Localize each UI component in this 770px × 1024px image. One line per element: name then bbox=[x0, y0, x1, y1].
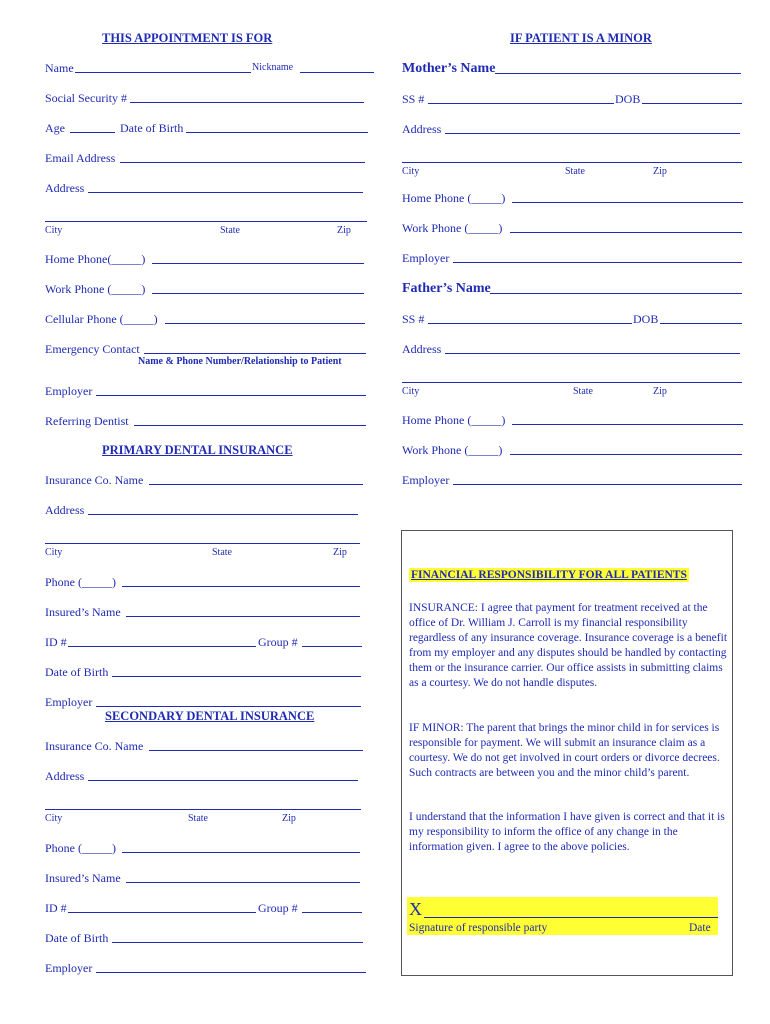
nickname-label: Nickname bbox=[252, 62, 294, 73]
primary-employer-label: Employer bbox=[45, 695, 93, 709]
primary-city-label: City bbox=[45, 547, 63, 558]
primary-phone-field[interactable] bbox=[122, 586, 360, 587]
age-label: Age bbox=[45, 121, 65, 135]
mother-state-label: State bbox=[565, 166, 585, 177]
secondary-insured-field[interactable] bbox=[126, 882, 360, 883]
secondary-insured-label: Insured’s Name bbox=[45, 871, 121, 885]
secondary-insco-field[interactable] bbox=[149, 750, 363, 751]
address-label: Address bbox=[45, 181, 85, 195]
primary-address-label: Address bbox=[45, 503, 85, 517]
secondary-group-label: Group # bbox=[258, 901, 298, 915]
mother-employer-field[interactable] bbox=[453, 262, 742, 263]
father-zip-label: Zip bbox=[653, 386, 667, 397]
mother-city-label: City bbox=[402, 166, 420, 177]
father-ss-field[interactable] bbox=[428, 323, 632, 324]
address-line-2[interactable] bbox=[45, 221, 367, 222]
primary-insured-field[interactable] bbox=[126, 616, 360, 617]
father-state-label: State bbox=[573, 386, 593, 397]
secondary-dob-label: Date of Birth bbox=[45, 931, 109, 945]
primary-insco-label: Insurance Co. Name bbox=[45, 473, 144, 487]
nickname-field[interactable] bbox=[300, 72, 374, 73]
primary-dob-field[interactable] bbox=[112, 676, 361, 677]
secondary-city-label: City bbox=[45, 813, 63, 824]
date-label: Date bbox=[689, 922, 711, 934]
father-address-field[interactable] bbox=[445, 353, 740, 354]
mother-ss-field[interactable] bbox=[428, 103, 614, 104]
mother-name-label: Mother’s Name bbox=[402, 61, 496, 76]
secondary-address-field[interactable] bbox=[88, 780, 358, 781]
mother-name-field[interactable] bbox=[495, 73, 741, 74]
signature-line[interactable] bbox=[424, 917, 718, 918]
referring-field[interactable] bbox=[134, 425, 366, 426]
secondary-id-label: ID # bbox=[45, 901, 67, 915]
email-field[interactable] bbox=[120, 162, 365, 163]
primary-address-line-2[interactable] bbox=[45, 543, 360, 544]
address-field[interactable] bbox=[88, 192, 363, 193]
secondary-employer-field[interactable] bbox=[96, 972, 366, 973]
home-phone-field[interactable] bbox=[152, 263, 364, 264]
mother-home-phone-label: Home Phone (_____) bbox=[402, 191, 506, 205]
primary-id-field[interactable] bbox=[68, 646, 256, 647]
name-label: Name bbox=[45, 61, 74, 75]
financial-title: FINANCIAL RESPONSIBILITY FOR ALL PATIENTS bbox=[411, 569, 687, 581]
mother-ss-label: SS # bbox=[402, 92, 425, 106]
mother-work-phone-label: Work Phone (_____) bbox=[402, 221, 503, 235]
employer-field[interactable] bbox=[96, 395, 366, 396]
appointment-header: THIS APPOINTMENT IS FOR bbox=[102, 31, 273, 45]
signature-x-mark: X bbox=[409, 899, 422, 919]
mother-home-phone-field[interactable] bbox=[512, 202, 743, 203]
ssn-field[interactable] bbox=[130, 102, 364, 103]
secondary-zip-label: Zip bbox=[282, 813, 296, 824]
ssn-label: Social Security # bbox=[45, 91, 127, 105]
father-address-line-2[interactable] bbox=[402, 382, 742, 383]
father-work-phone-label: Work Phone (_____) bbox=[402, 443, 503, 457]
work-phone-field[interactable] bbox=[152, 293, 364, 294]
secondary-state-label: State bbox=[188, 813, 208, 824]
secondary-phone-field[interactable] bbox=[122, 852, 360, 853]
primary-insco-field[interactable] bbox=[149, 484, 363, 485]
name-field[interactable] bbox=[75, 72, 251, 73]
employer-label: Employer bbox=[45, 384, 93, 398]
mother-address-line-2[interactable] bbox=[402, 162, 742, 163]
understand-paragraph: I understand that the information I have given is correct and that it is my responsibility to inform the office of any change in the information given. I agree to the above policies. bbox=[409, 811, 725, 853]
mother-employer-label: Employer bbox=[402, 251, 450, 265]
primary-address-field[interactable] bbox=[88, 514, 358, 515]
primary-group-label: Group # bbox=[258, 635, 298, 649]
primary-state-label: State bbox=[212, 547, 232, 558]
primary-group-field[interactable] bbox=[302, 646, 362, 647]
cell-phone-field[interactable] bbox=[165, 323, 365, 324]
city-label: City bbox=[45, 225, 63, 236]
father-dob-label: DOB bbox=[633, 312, 659, 326]
mother-zip-label: Zip bbox=[653, 166, 667, 177]
father-work-phone-field[interactable] bbox=[510, 454, 742, 455]
father-ss-label: SS # bbox=[402, 312, 425, 326]
dob-label: Date of Birth bbox=[120, 121, 184, 135]
dob-field[interactable] bbox=[186, 132, 368, 133]
father-city-label: City bbox=[402, 386, 420, 397]
primary-phone-label: Phone (_____) bbox=[45, 575, 116, 589]
minor-paragraph: IF MINOR: The parent that brings the minor child in for services is responsible for payment. We will submit an insurance claim as a courtesy. We do not get involved in court orders or divorce decrees. Such contracts are between you and the minor child’s parent. bbox=[409, 722, 720, 779]
secondary-insurance-header: SECONDARY DENTAL INSURANCE bbox=[105, 709, 315, 723]
primary-zip-label: Zip bbox=[333, 547, 347, 558]
insurance-paragraph: INSURANCE: I agree that payment for treatment received at the office of Dr. William J. Carroll is my financial responsibility regardless of any insurance coverage. Insurance coverage is a benefit from my employer and any disputes should be handled by contacting them or the insurance carrier. Our office assists in submitting claims as a courtesy. We do not handle disputes. bbox=[409, 602, 728, 689]
secondary-dob-field[interactable] bbox=[112, 942, 363, 943]
father-address-label: Address bbox=[402, 342, 442, 356]
primary-id-label: ID # bbox=[45, 635, 67, 649]
secondary-id-field[interactable] bbox=[68, 912, 256, 913]
secondary-phone-label: Phone (_____) bbox=[45, 841, 116, 855]
primary-employer-field[interactable] bbox=[96, 706, 361, 707]
signature-label: Signature of responsible party bbox=[409, 922, 548, 934]
home-phone-label: Home Phone(_____) bbox=[45, 252, 146, 266]
father-name-label: Father’s Name bbox=[402, 281, 491, 296]
mother-dob-label: DOB bbox=[615, 92, 641, 106]
minor-header: IF PATIENT IS A MINOR bbox=[510, 31, 652, 45]
secondary-insco-label: Insurance Co. Name bbox=[45, 739, 144, 753]
primary-insured-label: Insured’s Name bbox=[45, 605, 121, 619]
mother-work-phone-field[interactable] bbox=[510, 232, 742, 233]
secondary-employer-label: Employer bbox=[45, 961, 93, 975]
father-home-phone-field[interactable] bbox=[512, 424, 743, 425]
state-label: State bbox=[220, 225, 240, 236]
father-dob-field[interactable] bbox=[660, 323, 742, 324]
primary-insurance-header: PRIMARY DENTAL INSURANCE bbox=[102, 443, 293, 457]
cell-phone-label: Cellular Phone (_____) bbox=[45, 312, 158, 326]
email-label: Email Address bbox=[45, 151, 116, 165]
work-phone-label: Work Phone (_____) bbox=[45, 282, 146, 296]
zip-label: Zip bbox=[337, 225, 351, 236]
secondary-address-line-2[interactable] bbox=[45, 809, 361, 810]
mother-address-field[interactable] bbox=[445, 133, 740, 134]
mother-address-label: Address bbox=[402, 122, 442, 136]
father-name-field[interactable] bbox=[490, 293, 742, 294]
emergency-label: Emergency Contact bbox=[45, 342, 140, 356]
primary-dob-label: Date of Birth bbox=[45, 665, 109, 679]
emergency-sublabel: Name & Phone Number/Relationship to Patient bbox=[138, 356, 342, 367]
emergency-field[interactable] bbox=[144, 353, 366, 354]
mother-dob-field[interactable] bbox=[642, 103, 742, 104]
father-home-phone-label: Home Phone (_____) bbox=[402, 413, 506, 427]
secondary-group-field[interactable] bbox=[302, 912, 362, 913]
age-field[interactable] bbox=[70, 132, 115, 133]
father-employer-label: Employer bbox=[402, 473, 450, 487]
secondary-address-label: Address bbox=[45, 769, 85, 783]
referring-label: Referring Dentist bbox=[45, 414, 129, 428]
father-employer-field[interactable] bbox=[453, 484, 742, 485]
